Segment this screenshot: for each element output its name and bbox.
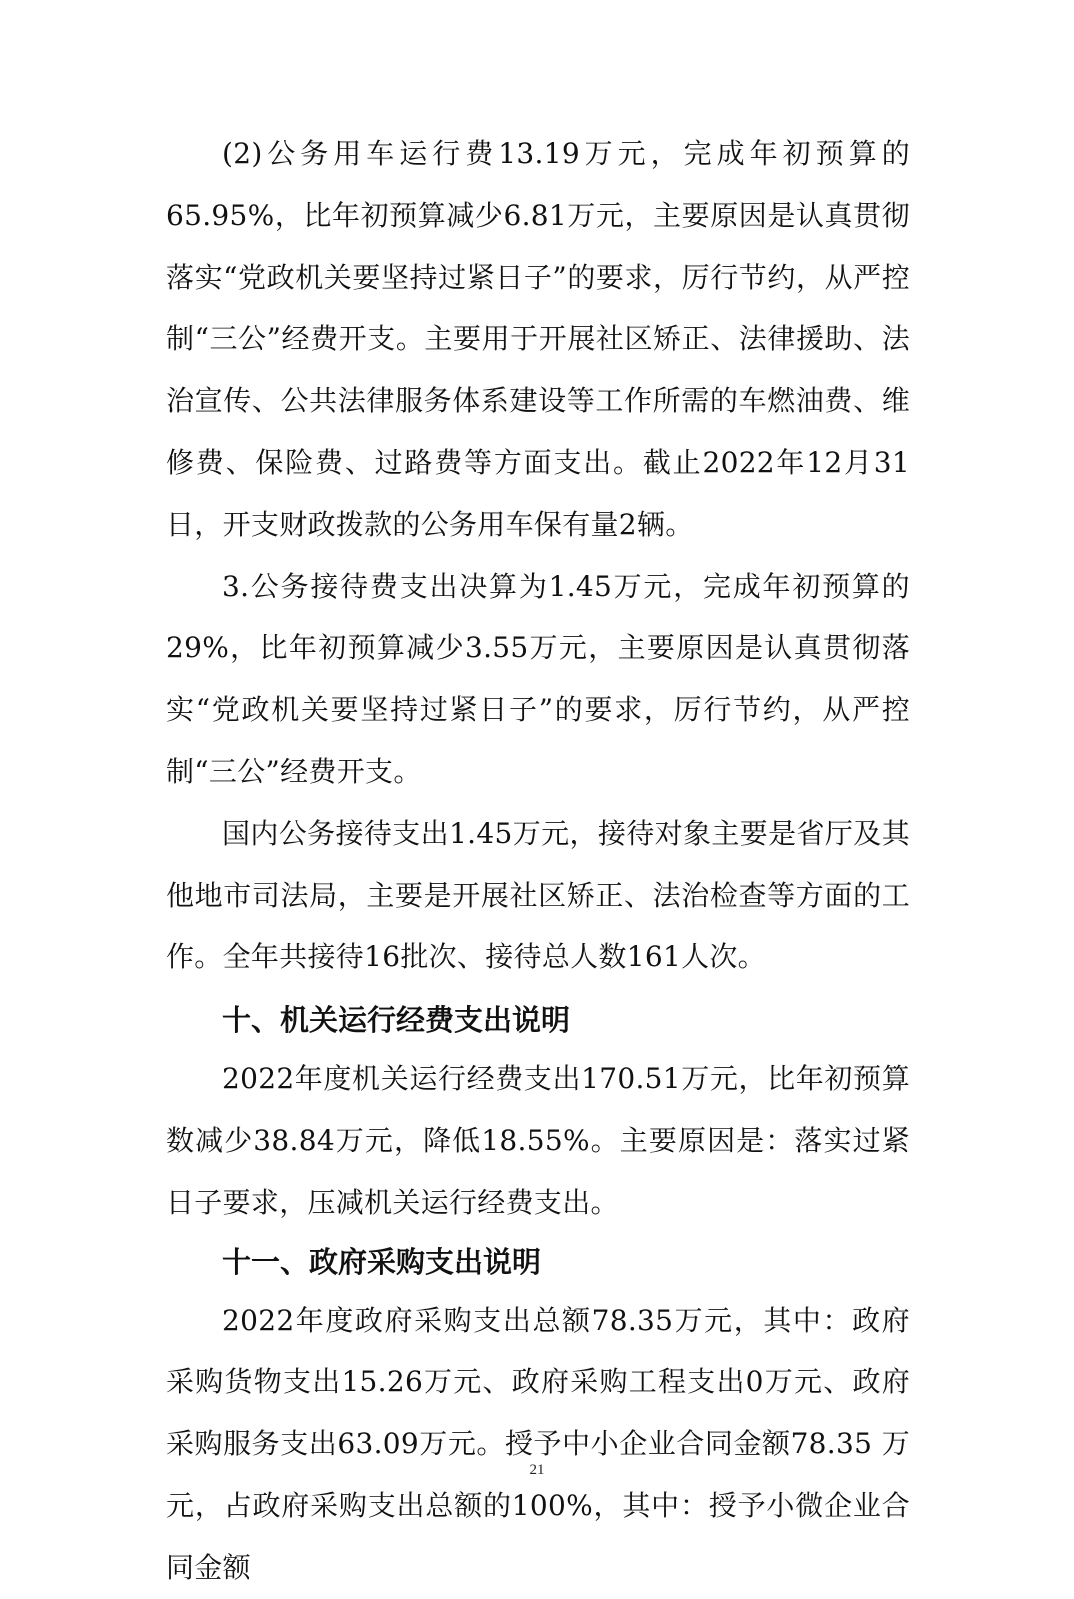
paragraph-operating-expenses: 2022年度机关运行经费支出170.51万元，比年初预算数减少38.84万元，降低18.55%。主要原因是：落实过紧日子要求，压减机关运行经费支出。 <box>166 1062 910 1219</box>
paragraph-procurement: 2022年度政府采购支出总额78.35万元，其中：政府采购货物支出15.26万元、政府采购工程支出0万元、政府采购服务支出63.09万元。授予中小企业合同金额78.35 万元，占政府采购支出总额的100%，其中：授予小微企业合同金额 <box>166 1303 910 1584</box>
section-heading-procurement: 十一、政府采购支出说明 <box>222 1244 542 1279</box>
paragraph-domestic-reception: 国内公务接待支出1.45万元，接待对象主要是省厅及其他地市司法局，主要是开展社区矫正、法治检查等方面的工作。全年共接待16批次、接待总人数161人次。 <box>166 816 910 974</box>
page-number: 21 <box>529 1462 545 1478</box>
section-heading-operating-expenses: 十、机关运行经费支出说明 <box>222 1003 571 1038</box>
paragraph-reception-cost: 3.公务接待费支出决算为1.45万元，完成年初预算的29%，比年初预算减少3.55万元，主要原因是认真贯彻落实“党政机关要坚持过紧日子”的要求，厉行节约，从严控制“三公”经费开支。 <box>166 569 910 788</box>
page-content <box>166 123 910 1599</box>
paragraph-vehicle-operation-cost: (2)公务用车运行费13.19万元，完成年初预算的65.95%，比年初预算减少6.81万元，主要原因是认真贯彻落实“党政机关要坚持过紧日子”的要求，厉行节约，从严控制“三公”经费开支。主要用于开展社区矫正、法律援助、法治宣传、公共法律服务体系建设等工作所需的车燃油费、维修费、保险费、过路费等方面支出。截止2022年12月31日，开支财政拨款的公务用车保有量2辆。 <box>166 137 910 541</box>
